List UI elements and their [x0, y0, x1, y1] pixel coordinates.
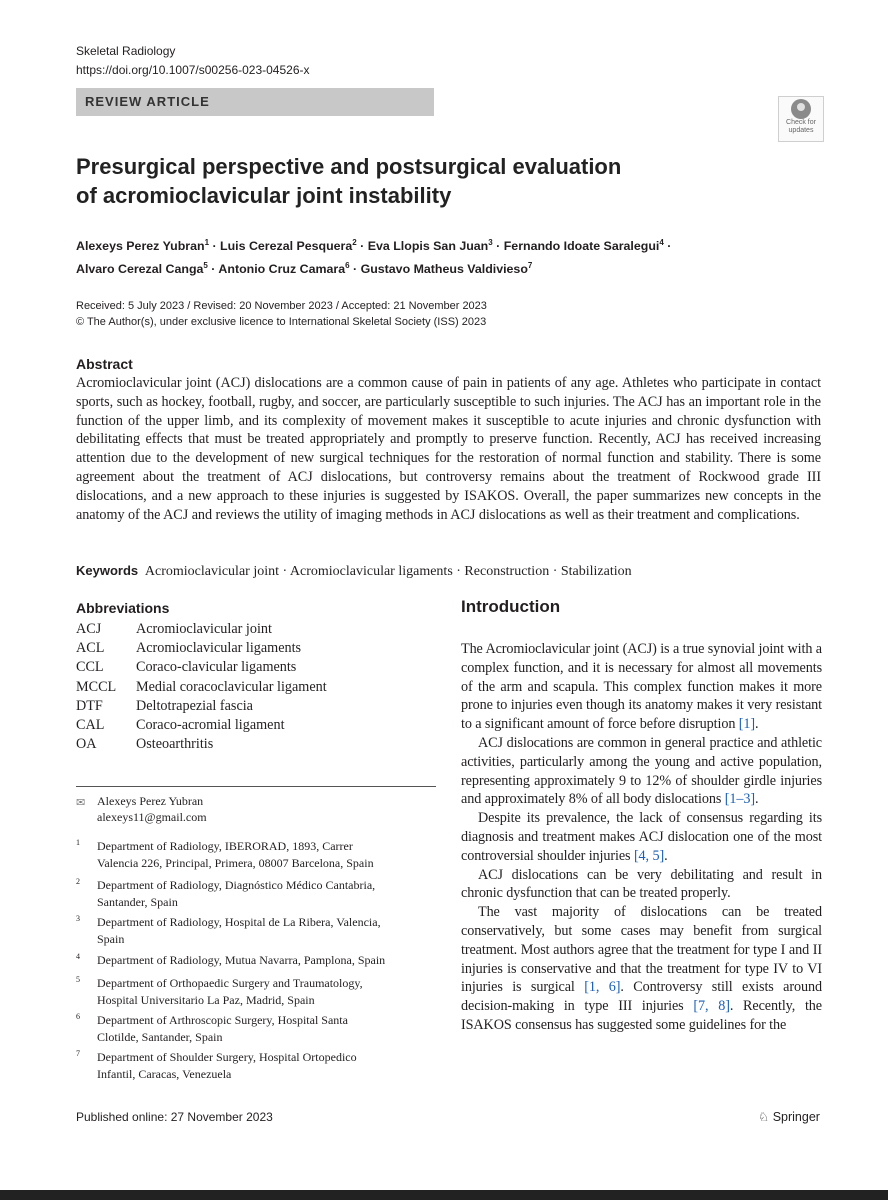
affiliation-line: Department of Radiology, Diagnóstico Médico Cantabria,	[97, 878, 376, 892]
abstract-text: Acromioclavicular joint (ACJ) dislocations are a common cause of pain in patients of any age. Athletes who participate in contact sports, such as hockey, football, rugby, and soccer, are particularly susceptible to such injuries. The ACJ has an important role in the function of the upper limb, and its complexity of movement makes it susceptible to acute injuries and chronic dysfunction with debilitating effects that must be treated appropriately and promptly to preserve function. Recently, ACJ has received increasing attention due to the development of new surgical techniques for the restoration of normal function and stability. There is some agreement about the treatment of ACJ dislocations, but controversy remains about the treatment of Rockwood grade III dislocations, and a new approach to these injuries is suggested by ISAKOS. Overall, the paper summarizes new concepts in the anatomy of the ACJ and reviews the utility of imaging methods in ACJ dislocations as well as their treatment and complications.	[76, 375, 821, 523]
paragraph: The Acromioclavicular joint (ACJ) is a true synovial joint with a complex function, and it is necessary for almost all movements of the arm and scapula. This complex function makes it more prone to injuries even though its anatomy makes it very resistant to a significant amount of force before disruption [1].	[461, 641, 822, 733]
author-affiliation: 6	[345, 261, 350, 271]
affiliation-line: Valencia 226, Principal, Primera, 08007 Barcelona, Spain	[97, 855, 374, 870]
author-affiliation: 3	[488, 238, 493, 247]
paragraph-text: . Controversy still exists around decision-making in type III injuries	[461, 979, 822, 1015]
affiliation-number: 5	[76, 975, 80, 984]
keywords-text: Acromioclavicular joint · Acromioclavicular ligaments · Reconstruction · Stabilization	[144, 564, 632, 579]
abbreviation-definition: Acromioclavicular ligaments	[136, 640, 302, 657]
paragraph	[461, 903, 822, 1035]
abbreviation: ACL	[76, 640, 105, 657]
article-type-label: REVIEW ARTICLE	[85, 94, 210, 109]
corresponding-author-email[interactable]: alexeys11@gmail.com	[97, 810, 207, 824]
journal-name: Skeletal Radiology	[76, 44, 176, 58]
paragraph-text: Despite its prevalence, the lack of consensus regarding its diagnosis and treatment makes ACJ dislocation one of the most controversial shoulder injuries	[461, 810, 822, 864]
abbreviation: MCCL	[76, 678, 117, 695]
keywords	[76, 563, 632, 580]
abbreviation-row	[76, 658, 327, 677]
citation-link[interactable]: [7, 8]	[693, 998, 730, 1015]
affiliation-line: Infantil, Caracas, Venezuela	[97, 1066, 232, 1081]
check-updates-icon	[791, 99, 811, 119]
publisher-logo	[758, 1109, 820, 1124]
introduction-body	[461, 640, 822, 1035]
paragraph-text: . Recently, the ISAKOS consensus has suggested some guidelines for the	[461, 998, 822, 1033]
abbreviation-definition: Coraco-clavicular ligaments	[136, 659, 297, 676]
doi-link[interactable]: https://doi.org/10.1007/s00256-023-04526-x	[76, 63, 310, 77]
paragraph	[461, 866, 822, 904]
affiliation-4	[76, 952, 416, 969]
affiliation-number: 7	[76, 1049, 80, 1058]
author-name[interactable]: Fernando Idoate Saralegui	[503, 239, 660, 254]
author-name[interactable]: Gustavo Matheus Valdivieso	[360, 262, 528, 277]
author-name[interactable]: Luis Cerezal Pesquera	[220, 239, 353, 254]
paragraph-text: The Acromioclavicular joint (ACJ) is a true synovial joint with a complex function, and it is necessary for almost all movements of the arm and scapula. This complex function makes it more prone to injuries even though its anatomy makes it very resistant to a significant amount of force before disruption	[461, 641, 822, 733]
title-line-2: of acromioclavicular joint instability	[76, 183, 452, 208]
citation-link[interactable]: [1–3]	[724, 791, 755, 808]
author-affiliation: 5	[203, 261, 208, 271]
abbreviation: CAL	[76, 717, 105, 734]
abbreviation-row	[76, 678, 327, 697]
affiliation-3	[76, 914, 416, 947]
abbreviation-definition: Acromioclavicular joint	[136, 621, 272, 637]
affiliation-6	[76, 1012, 416, 1045]
author-affiliation: 7	[527, 261, 533, 271]
publisher-name: Springer	[772, 1110, 820, 1124]
affiliation-1	[76, 838, 416, 871]
received-dates: Received: 5 July 2023 / Revised: 20 November 2023 / Accepted: 21 November 2023	[76, 300, 487, 312]
affiliation-line: Department of Radiology, IBERORAD, 1893, Carrer	[97, 839, 353, 853]
published-online-date: Published online: 27 November 2023	[76, 1110, 273, 1124]
abbreviation-row	[76, 620, 327, 639]
paragraph: Despite its prevalence, the lack of consensus regarding its diagnosis and treatment makes ACJ dislocation one of the most controversial shoulder injuries [4, 5].	[461, 810, 822, 864]
affiliation-line: Spain	[97, 931, 125, 946]
author-name[interactable]: Antonio Cruz Camara	[218, 262, 346, 277]
affiliation-2	[76, 877, 416, 910]
affiliation-number: 6	[76, 1012, 80, 1021]
abbreviation: OA	[76, 736, 97, 753]
affiliation-number: 2	[76, 877, 80, 886]
paragraph: ACJ dislocations are common in general practice and athletic activities, particularly among the young and active population, representing approximately 9 to 12% of shoulder girdle injuries and approximately 8% of all body dislocations [1–3].	[461, 734, 822, 808]
citation-link[interactable]: [1]	[738, 716, 756, 733]
paragraph-text: ACJ dislocations can be very debilitating and result in chronic dysfunction that can be treated properly.	[461, 866, 822, 902]
abbreviations-list	[76, 620, 327, 754]
author-affiliation: 4	[659, 238, 664, 247]
citation-link[interactable]: [4, 5]	[633, 847, 665, 864]
check-updates-label: Check for updates	[786, 119, 816, 134]
author-name[interactable]: Eva Llopis San Juan	[367, 239, 489, 254]
envelope-icon: ✉	[76, 797, 86, 809]
affiliation-number: 1	[76, 838, 80, 847]
abstract-heading: Abstract	[76, 356, 133, 372]
author-line-2: Alvaro Cerezal Canga$^5$ · Antonio Cruz Camara$^6$ · Gustavo Matheus Valdivieso$^7$	[76, 261, 533, 277]
abbreviations-heading: Abbreviations	[76, 600, 170, 616]
keywords-label: Keywords	[76, 563, 139, 578]
affiliation-line: Department of Arthroscopic Surgery, Hospital Santa	[97, 1013, 348, 1027]
abbreviation-definition: Coraco-acromial ligament	[136, 717, 285, 734]
affiliation-line: Clotilde, Santander, Spain	[97, 1029, 223, 1044]
abbreviation-definition: Deltotrapezial fascia	[136, 697, 253, 714]
abbreviation-row	[76, 735, 327, 754]
abbreviation: DTF	[76, 697, 103, 714]
corresponding-author	[76, 793, 207, 825]
article-history	[76, 298, 487, 330]
springer-horse-icon: ♘	[758, 1110, 770, 1124]
title-line-1: Presurgical perspective and postsurgical evaluation	[76, 154, 622, 179]
check-for-updates-badge[interactable]	[778, 96, 824, 142]
article-type-banner	[76, 88, 434, 116]
affiliation-7	[76, 1049, 416, 1082]
abbreviation-row	[76, 716, 327, 735]
author-list	[76, 233, 756, 279]
footnote-divider	[76, 786, 436, 787]
affiliation-line: Department of Shoulder Surgery, Hospital Ortopedico	[97, 1050, 357, 1064]
affiliation-number: 3	[76, 914, 80, 923]
introduction-heading: Introduction	[461, 597, 561, 616]
bottom-bar	[0, 1190, 888, 1200]
author-affiliation: 1	[204, 238, 210, 247]
affiliation-line: Hospital Universitario La Paz, Madrid, Spain	[97, 992, 315, 1007]
corresponding-author-name: Alexeys Perez Yubran	[97, 794, 204, 808]
author-affiliation: 2	[352, 238, 357, 247]
affiliation-line: Santander, Spain	[97, 894, 178, 909]
abbreviation-definition: Osteoarthritis	[136, 736, 214, 753]
paragraph-text: The vast majority of dislocations can be treated conservatively, but some cases may benefit from surgical treatment. Most authors agree that the treatment for type I and II injuries is conservative and that the treatment for type IV to VI injuries is surgical	[461, 904, 822, 996]
abbreviation-definition: Medial coracoclavicular ligament	[136, 678, 327, 695]
abbreviation-row	[76, 639, 327, 658]
abbreviation: CCL	[76, 659, 104, 676]
affiliation-number: 4	[76, 952, 80, 961]
author-name[interactable]: Alexeys Perez Yubran	[76, 239, 205, 254]
abbreviation: ACJ	[76, 621, 102, 637]
paragraph-text: ACJ dislocations are common in general practice and athletic activities, particularly among the young and active population, representing approximately 9 to 12% of shoulder girdle injuries and approximately 8% of all body dislocations	[461, 734, 822, 808]
affiliation-line: Department of Radiology, Hospital de La Ribera, Valencia,	[97, 915, 381, 929]
affiliation-line: Department of Radiology, Mutua Navarra, Pamplona, Spain	[97, 953, 386, 967]
affiliation-line: Department of Orthopaedic Surgery and Traumatology,	[97, 976, 363, 990]
author-line-1: Alexeys Perez Yubran$^1$ · Luis Cerezal Pesquera$^2$ · Eva Llopis San Juan$^3$ · Fernando Idoate Saralegui$^4$ ·	[76, 238, 672, 254]
copyright-notice: © The Author(s), under exclusive licence to International Skeletal Society (ISS) 2023	[76, 316, 487, 328]
author-name[interactable]: Alvaro Cerezal Canga	[76, 262, 204, 277]
abbreviation-row	[76, 697, 327, 716]
article-title	[76, 152, 636, 210]
citation-link[interactable]: [1, 6]	[584, 979, 621, 996]
affiliation-5	[76, 975, 416, 1008]
